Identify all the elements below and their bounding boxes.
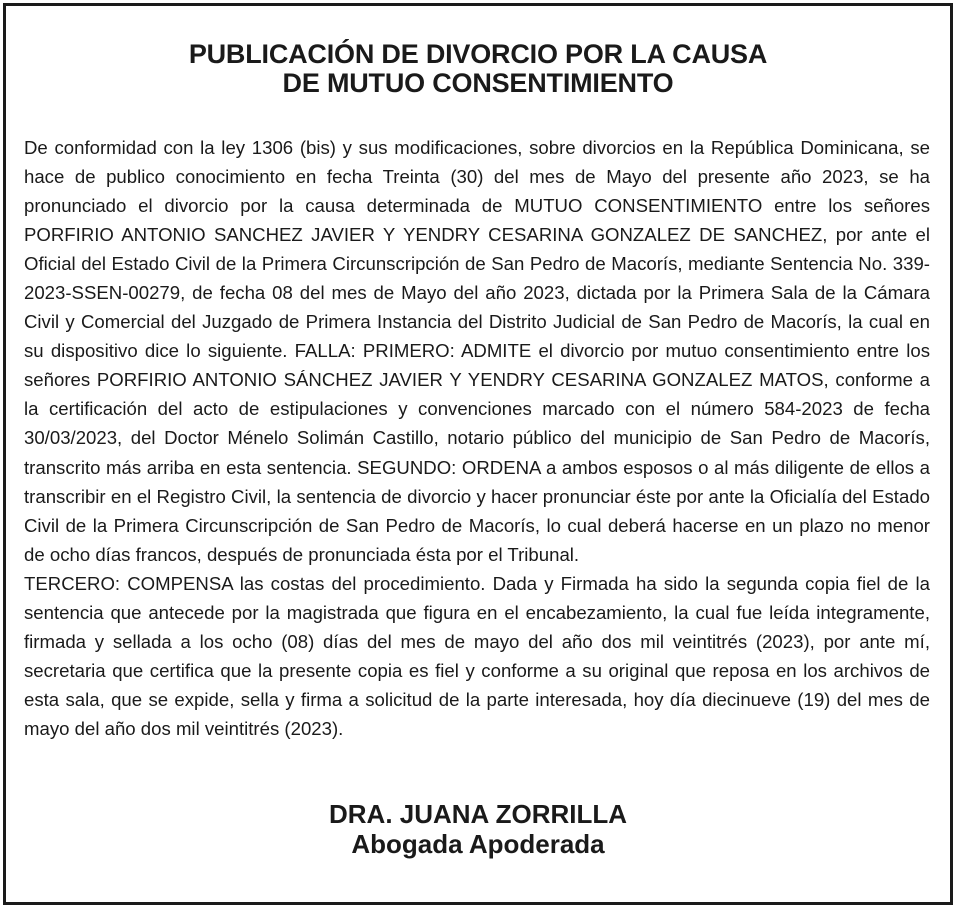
notice-title-line-2: DE MUTUO CONSENTIMIENTO [282,68,674,98]
notice-paragraph-2: TERCERO: COMPENSA las costas del procedimiento. Dada y Firmada ha sido la segunda copia fiel de la sentencia que antecede por la magistrada que figura en el encabezamiento, la cual fue leída integramente, firmada y sellada a los ocho (08) días del mes de mayo del año dos mil veintitrés (2023), por ante mí, secretaria que certifica que la presente copia es fiel y conforme a su original que reposa en los archivos de esta sala, que se expide, sella y firma a solicitud de la parte interesada, hoy día diecinueve (19) del mes de mayo del año dos mil veintitrés (2023). [24,572,930,739]
signature-block [6,799,950,859]
notice-body [24,133,930,743]
notice-title [6,40,950,98]
notice-frame [3,3,953,905]
notice-paragraph-1: De conformidad con la ley 1306 (bis) y sus modificaciones, sobre divorcios en la República Dominicana, se hace de publico conocimiento en fecha Treinta (30) del mes de Mayo del presente año 2023, se ha pronunciado el divorcio por la causa determinada de MUTUO CONSENTIMIENTO entre los señores PORFIRIO ANTONIO SANCHEZ JAVIER Y YENDRY CESARINA GONZALEZ DE SANCHEZ, por ante el Oficial del Estado Civil de la Primera Circunscripción de San Pedro de Macorís, mediante Sentencia No. 339-2023-SSEN-00279, de fecha 08 del mes de Mayo del año 2023, dictada por la Primera Sala de la Cámara Civil y Comercial del Juzgado de Primera Instancia del Distrito Judicial de San Pedro de Macorís, la cual en su dispositivo dice lo siguiente. FALLA: PRIMERO: ADMITE el divorcio por mutuo consentimiento entre los señores PORFIRIO ANTONIO SÁNCHEZ JAVIER Y YENDRY CESARINA GONZALEZ MATOS, conforme a la certificación del acto de estipulaciones y convenciones marcado con el número 584-2023 de fecha 30/03/2023, del Doctor Ménelo Solimán Castillo, notario público del municipio de San Pedro de Macorís, transcrito más arriba en esta sentencia. SEGUNDO: ORDENA a ambos esposos o al más diligente de ellos a transcribir en el Registro Civil, la sentencia de divorcio y hacer pronunciar éste por ante la Oficialía del Estado Civil de la Primera Circunscripción de San Pedro de Macorís, lo cual deberá hacerse en un plazo no menor de ocho días francos, después de pronunciada ésta por el Tribunal. [24,137,930,565]
signer-name: DRA. JUANA ZORRILLA [328,799,628,829]
signer-role: Abogada Apoderada [351,829,605,859]
notice-title-line-1: PUBLICACIÓN DE DIVORCIO POR LA CAUSA [188,39,768,69]
